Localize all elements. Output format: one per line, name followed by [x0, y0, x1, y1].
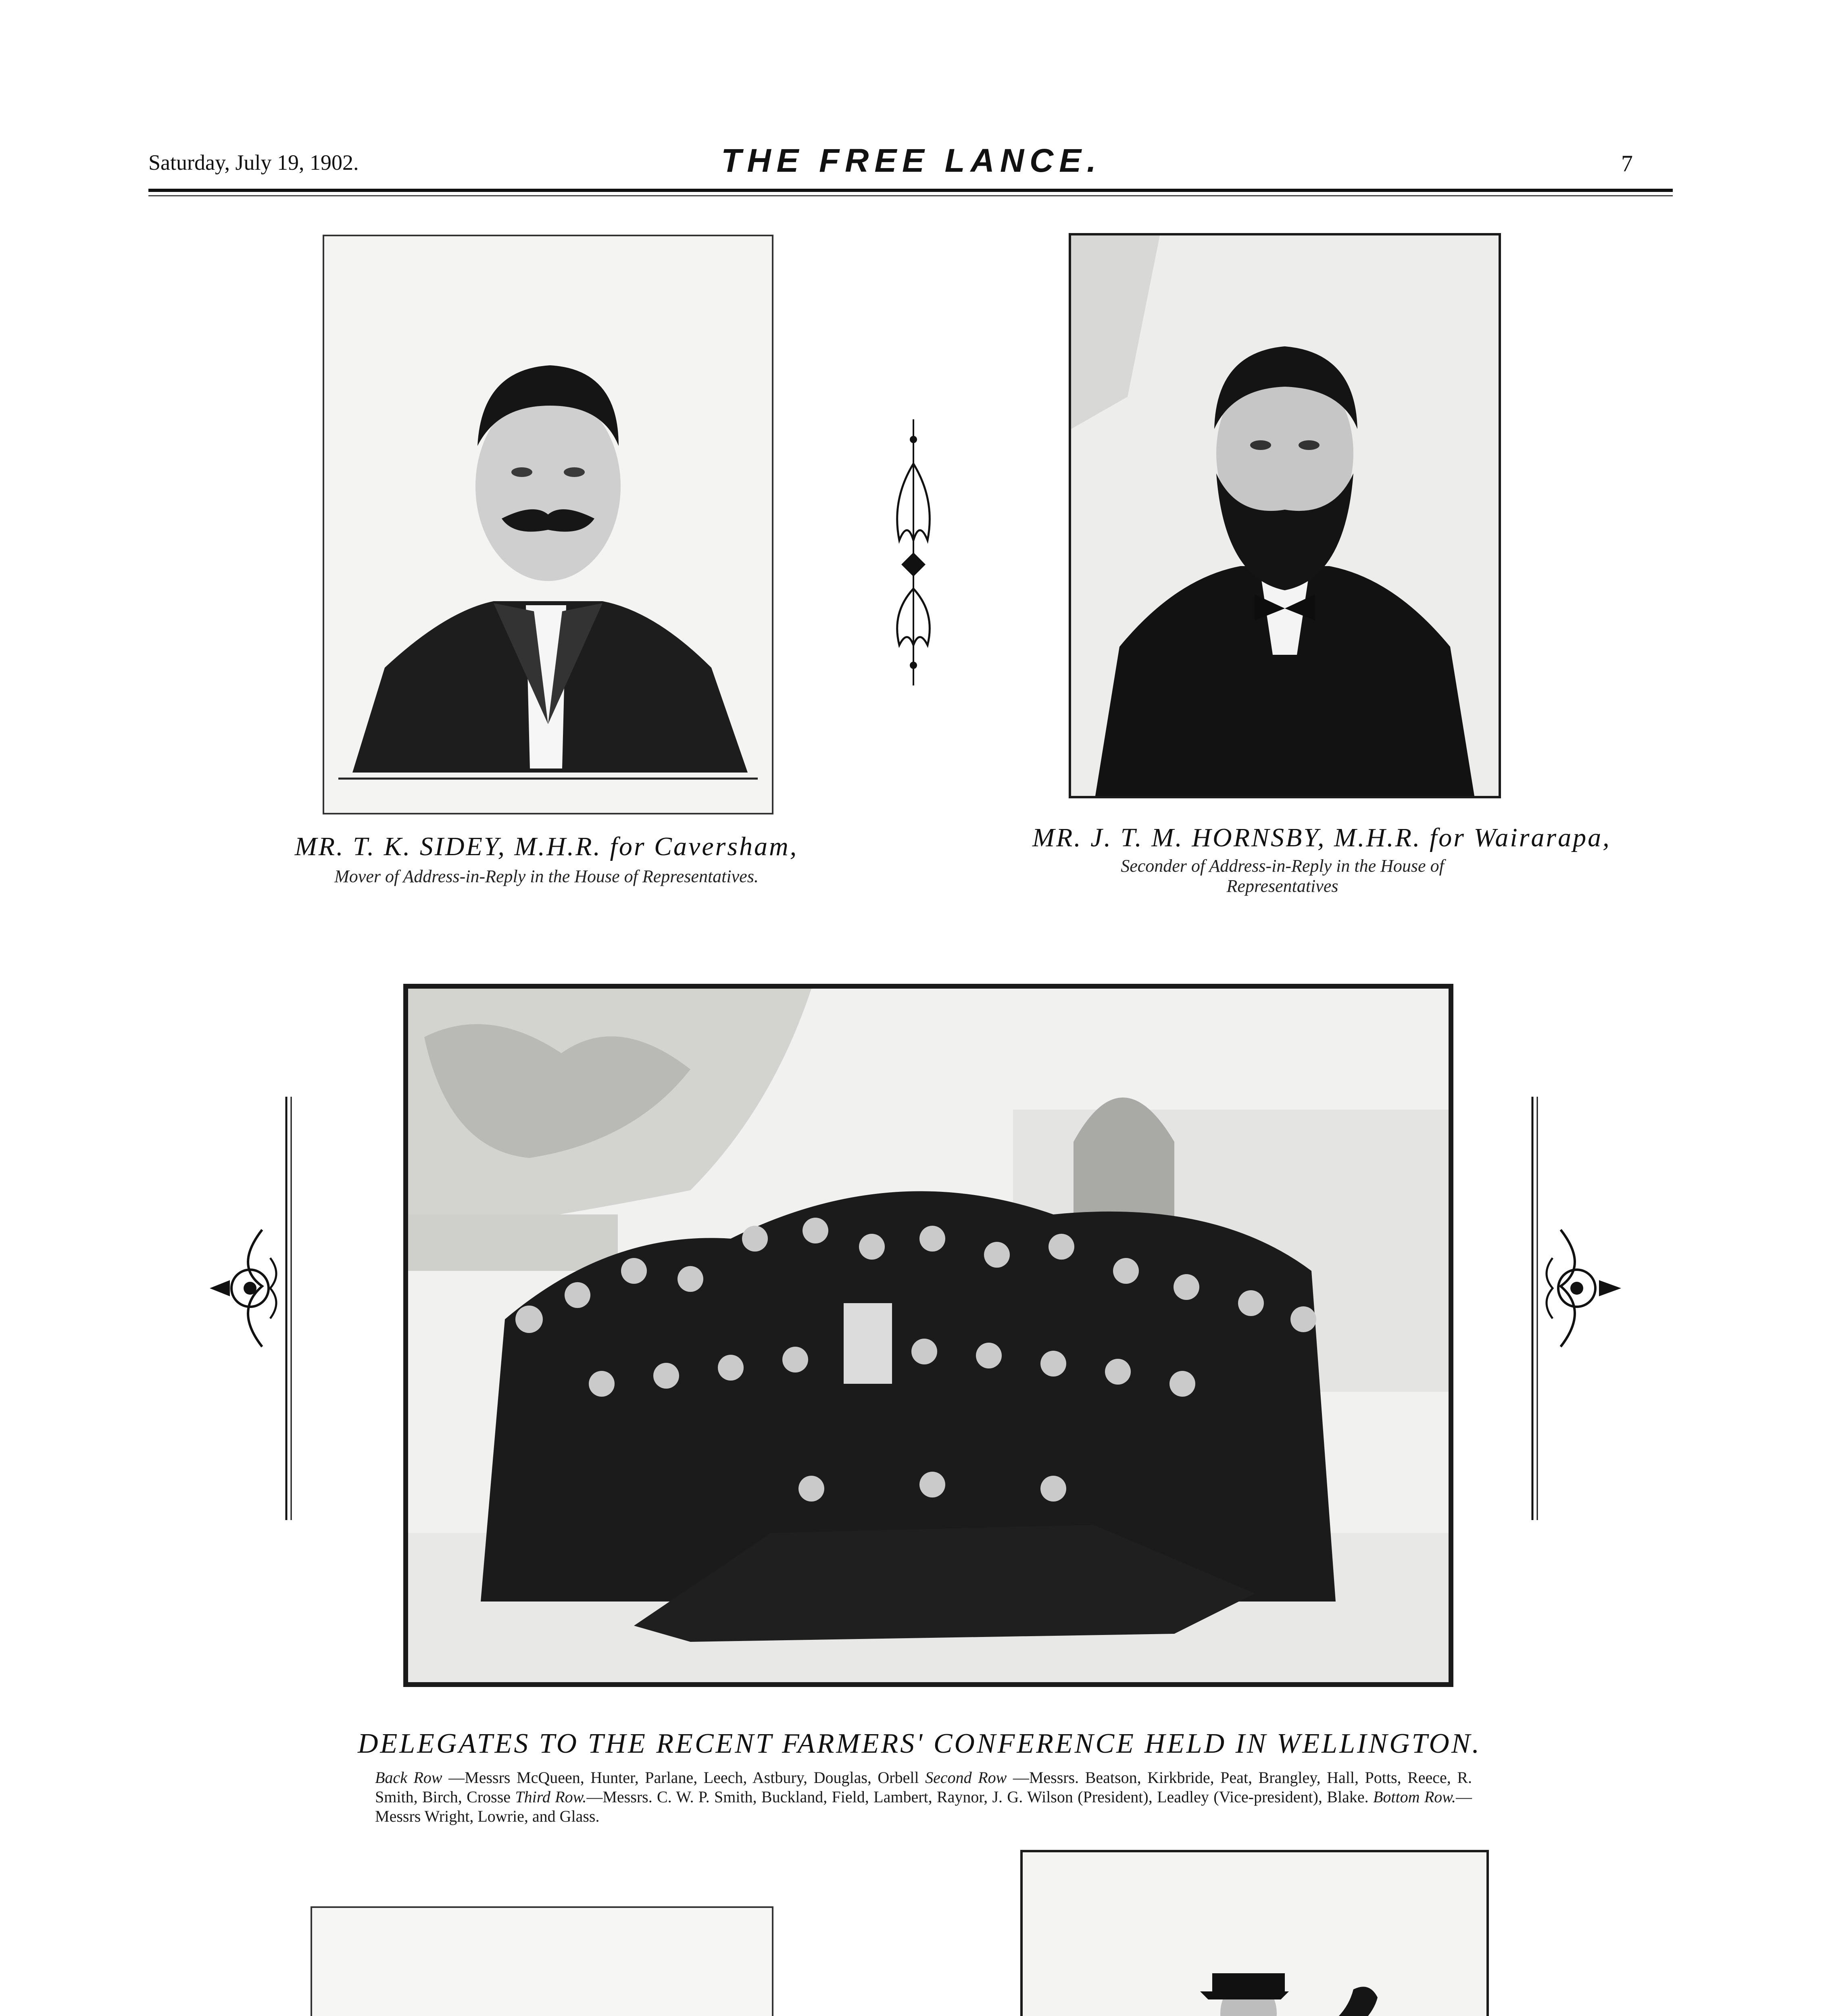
issue-date: Saturday, July 19, 1902.: [148, 150, 359, 175]
group-photo-title: DELEGATES TO THE RECENT FARMERS' CONFERENCE HELD IN WELLINGTON.: [357, 1728, 1482, 1759]
hornsby-caption-role-1: Seconder of Address-in-Reply in the House of: [1121, 856, 1444, 876]
delegates-roster: [375, 1768, 1472, 1826]
right-side-ornament: [1524, 1097, 1629, 1520]
sidey-portrait: [323, 235, 773, 814]
hornsby-caption-name: MR. J. T. M. HORNSBY, M.H.R. for Wairarapa,: [1032, 823, 1611, 852]
third-row-label: Third Row.: [515, 1788, 587, 1806]
scroll-ornament-top: [883, 419, 944, 685]
left-side-ornament: [202, 1097, 298, 1520]
hornsby-portrait: [1069, 233, 1501, 798]
back-row-label: Back Row: [375, 1768, 442, 1787]
glass-portrait: [311, 1906, 773, 2016]
delegates-group-photo: [403, 984, 1453, 1687]
third-row-names: —Messrs. C. W. P. Smith, Buckland, Field, Lambert, Raynor, J. G. Wilson (President), Leadley (Vice-president), Blake.: [586, 1788, 1373, 1806]
second-row-label: Second Row: [925, 1768, 1007, 1787]
page-number: 7: [1621, 150, 1633, 177]
header-rule-thin: [148, 195, 1673, 196]
back-row-names: —Messrs McQueen, Hunter, Parlane, Leech, Astbury, Douglas, Orbell: [442, 1768, 926, 1787]
header-rule: [148, 189, 1673, 192]
sidey-caption-name: MR. T. K. SIDEY, M.H.R. for Caversham,: [294, 832, 798, 861]
second-row-names: —Messrs. Beatson, Kirkbride, Peat, Brangley, Hall, Potts, Reece, R. Smith, Birch, Crosse: [375, 1768, 1472, 1806]
hornsby-caption-role-2: Representatives: [1226, 876, 1338, 896]
bottom-row-label: Bottom Row.: [1373, 1788, 1456, 1806]
sidey-caption-role: Mover of Address-in-Reply in the House of Representatives.: [334, 866, 759, 886]
masthead-title: THE FREE LANCE.: [721, 142, 1102, 179]
bottom-row-names: —Messrs Wright, Lowrie, and Glass.: [375, 1788, 1472, 1825]
percy-portrait: [1020, 1850, 1489, 2016]
